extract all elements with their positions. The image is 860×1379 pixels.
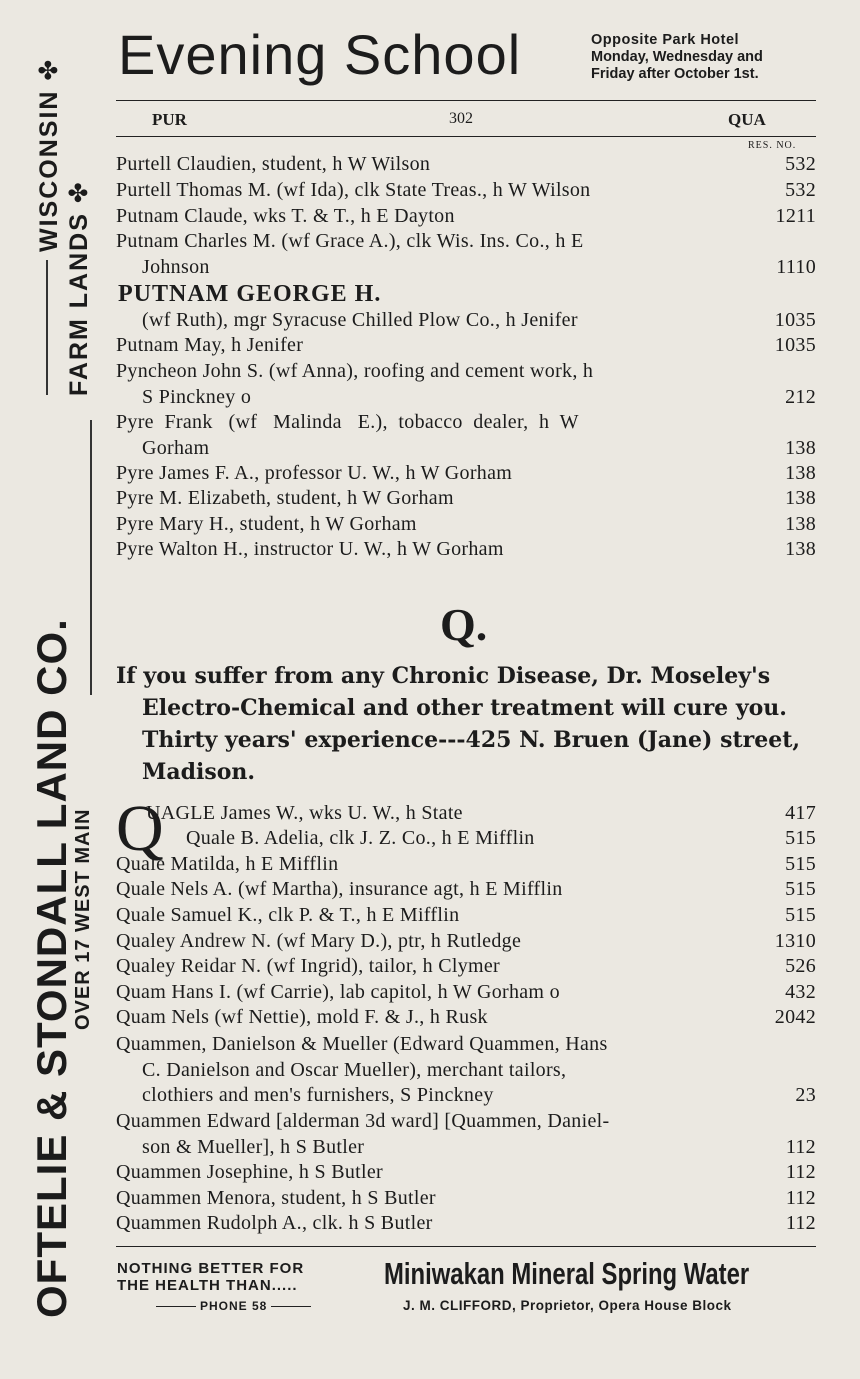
bold-heading-entry: PUTNAM GEORGE H. — [118, 281, 382, 307]
list-item: Quammen Menora, student, h S Butler 112 — [116, 1187, 816, 1209]
header-title: Evening School — [118, 23, 522, 86]
list-item: Quammen Edward [alderman 3d ward] [Quammen, Daniel- son & Mueller], h S Butler 112 — [116, 1110, 816, 1158]
list-item: Pyre Frank (wf Malinda E.), tobacco dealer, h W Gorham 138 — [116, 411, 816, 459]
side-divider — [90, 420, 92, 695]
drop-cap: Q — [116, 792, 164, 865]
list-item: Quam Hans I. (wf Carrie), lab capitol, h W Gorham o 432 — [116, 981, 816, 1003]
list-item: Quammen, Danielson & Mueller (Edward Quammen, Hans C. Danielson and Oscar Mueller), merchant tailors, clothiers and men's furnishers, S Pinckney 23 — [116, 1033, 816, 1106]
list-item: Putnam Charles M. (wf Grace A.), clk Wis. Ins. Co., h E Johnson 1110 — [116, 230, 816, 278]
list-item: Quale Matilda, h E Mifflin 515 — [116, 853, 816, 875]
header-note-line: Friday after October 1st. — [591, 66, 759, 82]
list-item: Quammen Rudolph A., clk. h S Butler 112 — [116, 1212, 816, 1234]
running-head-right: QUA — [728, 110, 766, 129]
running-head-left: PUR — [152, 110, 187, 129]
list-item: Quam Nels (wf Nettie), mold F. & J., h Rusk 2042 — [116, 1006, 816, 1028]
side-ad-farm-lands: FARM LANDS ✤ — [65, 180, 93, 396]
advertisement: If you suffer from any Chronic Disease, Dr. Moseley's Electro-Chemical and other treatment will cure you. Thirty years' experience---425 N. Bruen (Jane) street, Madison. — [116, 663, 801, 785]
list-item: Purtell Thomas M. (wf Ida), clk State Treas., h W Wilson 532 — [116, 179, 816, 201]
list-item: Qualey Andrew N. (wf Mary D.), ptr, h Rutledge 1310 — [116, 930, 816, 952]
side-ad-address: OVER 17 WEST MAIN — [72, 808, 94, 1030]
list-item: Pyre Walton H., instructor U. W., h W Gorham 138 — [116, 538, 816, 560]
list-item: Pyre M. Elizabeth, student, h W Gorham 138 — [116, 487, 816, 509]
list-item: UAGLE James W., wks U. W., h State 417 — [146, 802, 816, 824]
list-item: Pyncheon John S. (wf Anna), roofing and cement work, h S Pinckney o 212 — [116, 360, 816, 408]
list-item: Quale B. Adelia, clk J. Z. Co., h E Mifflin 515 — [186, 827, 816, 849]
side-ad-wisconsin: WISCONSIN ✤ — [35, 57, 63, 252]
res-no-label: RES. NO. — [748, 140, 797, 151]
header-note-line: Opposite Park Hotel — [591, 32, 740, 48]
list-item: Purtell Claudien, student, h W Wilson 532 — [116, 153, 816, 175]
list-item: Pyre Mary H., student, h W Gorham 138 — [116, 513, 816, 535]
list-item: Pyre James F. A., professor U. W., h W Gorham 138 — [116, 462, 816, 484]
footer-proprietor: J. M. CLIFFORD, Proprietor, Opera House Block — [403, 1298, 732, 1313]
running-head-rule — [116, 136, 816, 137]
side-ad-company: OFTELIE & STONDALL LAND CO. — [28, 618, 75, 1318]
side-divider — [46, 260, 48, 395]
section-letter: Q. — [440, 599, 488, 650]
list-item: Quale Samuel K., clk P. & T., h E Mifflin 515 — [116, 904, 816, 926]
list-item: (wf Ruth), mgr Syracuse Chilled Plow Co., h Jenifer 1035 — [142, 309, 816, 331]
list-item: Putnam May, h Jenifer 1035 — [116, 334, 816, 356]
list-item: Quammen Josephine, h S Butler 112 — [116, 1161, 816, 1183]
header-rule — [116, 100, 816, 101]
list-item: Putnam Claude, wks T. & T., h E Dayton 1211 — [116, 205, 816, 227]
footer-phone: PHONE 58 — [152, 1299, 315, 1313]
header-note-line: Monday, Wednesday and — [591, 49, 763, 65]
footer-brand: Miniwakan Mineral Spring Water — [384, 1256, 750, 1291]
footer-tagline: NOTHING BETTER FOR THE HEALTH THAN..... — [117, 1260, 305, 1294]
list-item: Quale Nels A. (wf Martha), insurance agt, h E Mifflin 515 — [116, 878, 816, 900]
header-note — [591, 32, 763, 83]
list-item: Qualey Reidar N. (wf Ingrid), tailor, h Clymer 526 — [116, 955, 816, 977]
footer-rule — [116, 1246, 816, 1247]
page-number: 302 — [449, 110, 473, 127]
